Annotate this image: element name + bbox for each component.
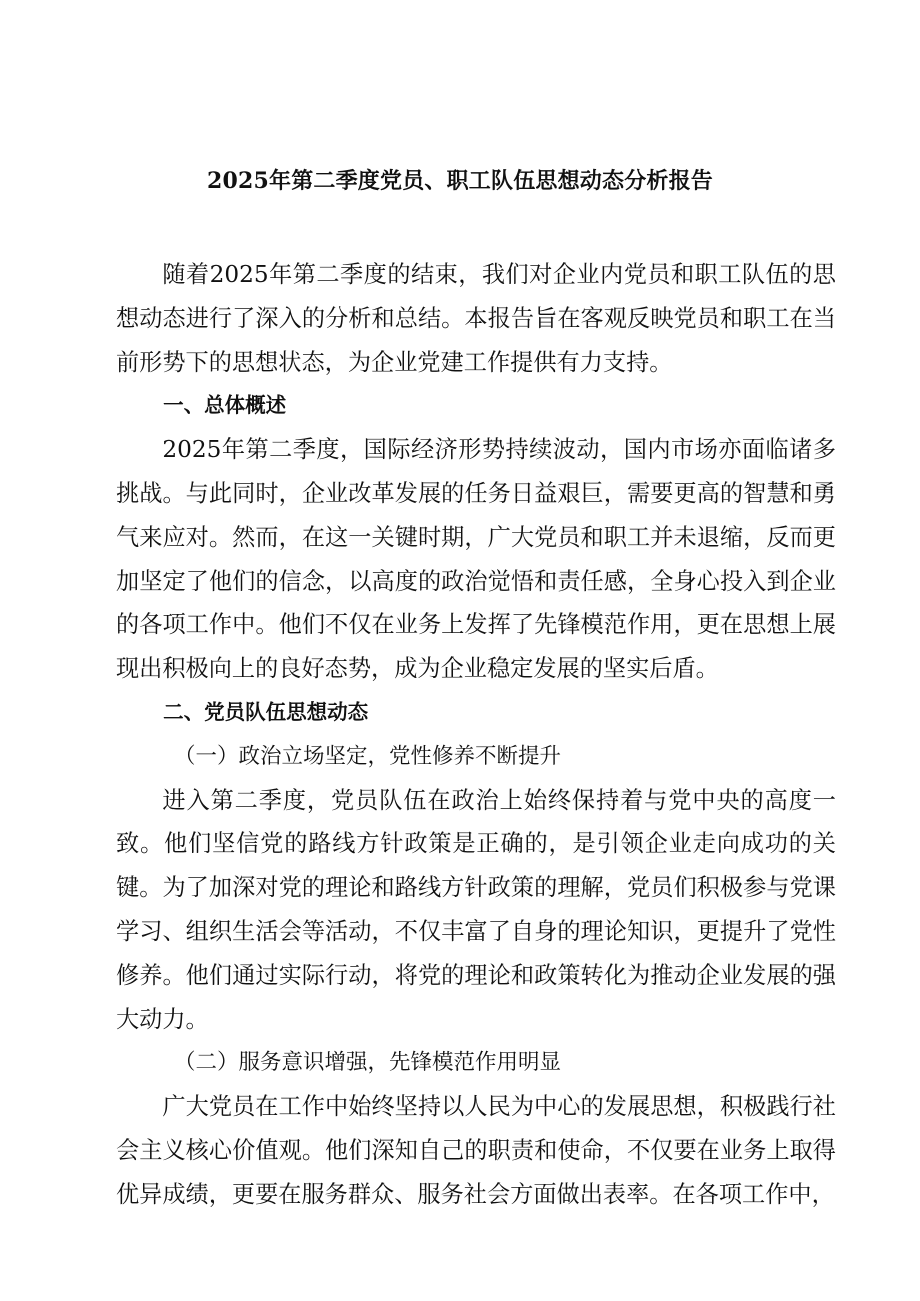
section-1-paragraph: 2025年第二季度，国际经济形势持续波动，国内市场亦面临诸多挑战。与此同时，企业改革发展的任务日益艰巨，需要更高的智慧和勇气来应对。然而，在这一关键时期，广大党员和职工并未退缩，反而更加坚定了他们的信念，以高度的政治觉悟和责任感，全身心投入到企业的各项工作中。他们不仅在业务上发挥了先锋模范作用，更在思想上展现出积极向上的良好态势，成为企业稳定发展的坚实后盾。	[116, 436, 836, 683]
document-title: 2025年第二季度党员、职工队伍思想动态分析报告	[206, 168, 714, 194]
intro-paragraph: 随着2025年第二季度的结束，我们对企业内党员和职工队伍的思想动态进行了深入的分析和总结。本报告旨在客观反映党员和职工在当前形势下的思想状态，为企业党建工作提供有力支持。	[116, 261, 836, 376]
subsection-2-1-heading: （一）政治立场坚定，党性修养不断提升	[174, 743, 562, 769]
subsection-2-2-paragraph: 广大党员在工作中始终坚持以人民为中心的发展思想，积极践行社会主义核心价值观。他们深知自己的职责和使命，不仅要在业务上取得优异成绩，更要在服务群众、服务社会方面做出表率。在各项工作中，	[116, 1093, 836, 1208]
subsection-2-2-heading: （二）服务意识增强，先锋模范作用明显	[174, 1050, 562, 1076]
subsection-2-1-paragraph: 进入第二季度，党员队伍在政治上始终保持着与党中央的高度一致。他们坚信党的路线方针政策是正确的，是引领企业走向成功的关键。为了加深对党的理论和路线方针政策的理解，党员们积极参与党课学习、组织生活会等活动，不仅丰富了自身的理论知识，更提升了党性修养。他们通过实际行动，将党的理论和政策转化为推动企业发展的强大动力。	[116, 786, 836, 1033]
section-1-heading: 一、总体概述	[163, 393, 287, 418]
document-body	[116, 253, 836, 1217]
section-2-heading: 二、党员队伍思想动态	[163, 699, 369, 724]
